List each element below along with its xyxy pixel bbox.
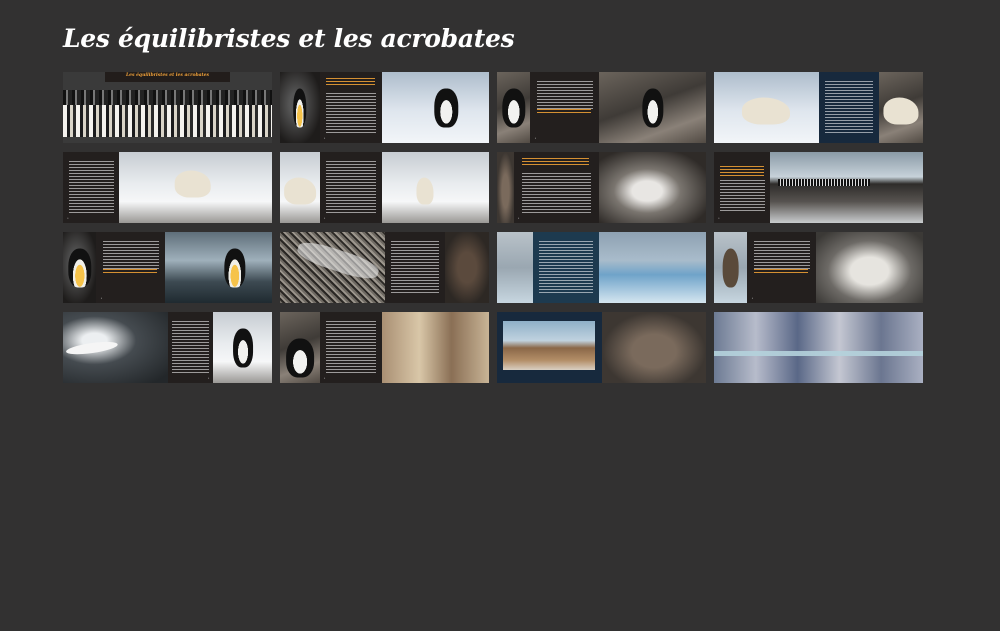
spread-11[interactable] <box>497 232 706 303</box>
heading-lines <box>326 78 375 85</box>
spread-14[interactable] <box>280 312 489 383</box>
penguin-icon <box>435 88 458 127</box>
text-column <box>747 232 816 303</box>
text-column <box>320 152 383 223</box>
text-column <box>530 72 599 143</box>
bird-strip-photo <box>714 232 747 303</box>
colony-aerial-photo <box>280 232 385 303</box>
body-lines <box>522 173 591 213</box>
fur-strip-photo <box>497 152 514 223</box>
heading-lines <box>522 158 589 165</box>
text-column <box>320 72 383 143</box>
polar-bear-strip-photo <box>280 152 320 223</box>
subheading-lines <box>103 269 157 275</box>
puffin-icon <box>286 339 314 378</box>
bear-icon <box>417 178 434 205</box>
penguin-icon <box>642 88 663 127</box>
albatross-photo <box>816 232 923 303</box>
spread-grid <box>63 72 923 383</box>
text-column <box>96 232 165 303</box>
subheading-lines <box>537 109 591 115</box>
spread-9[interactable] <box>63 232 272 303</box>
penguin-portrait-photo <box>280 72 320 143</box>
flying-bird-photo <box>63 312 168 383</box>
walrus-photo <box>503 321 595 371</box>
page-number: • <box>517 216 520 220</box>
bear-icon <box>884 98 919 125</box>
penguin-flapping-photo <box>213 312 272 383</box>
spread-1[interactable] <box>63 72 272 143</box>
text-column <box>63 152 119 223</box>
penguins-on-rocks-photo <box>599 72 706 143</box>
spread-12[interactable] <box>714 232 923 303</box>
body-lines <box>720 180 765 213</box>
spread-3[interactable] <box>497 72 706 143</box>
spread-title: Les équilibristes et les acrobates <box>125 73 210 78</box>
walrus-frame <box>497 312 602 383</box>
page-number: • <box>67 216 69 220</box>
spread-16[interactable] <box>714 312 923 383</box>
page-number: • <box>534 136 537 140</box>
body-lines <box>539 241 593 294</box>
text-column <box>320 312 383 383</box>
body-lines <box>69 161 114 214</box>
page-number: • <box>718 216 720 220</box>
page-number: • <box>323 376 326 380</box>
seal-portrait-photo <box>599 152 706 223</box>
body-lines <box>754 241 809 272</box>
penguin-line <box>778 179 870 186</box>
penguin-icon <box>224 248 245 287</box>
body-lines <box>391 241 440 294</box>
body-lines <box>326 321 376 374</box>
polar-bear-closeup-photo <box>879 72 923 143</box>
penguin-colony-photo <box>63 72 272 143</box>
penguin-icon <box>233 328 253 367</box>
sea-strip-photo <box>497 232 533 303</box>
body-lines <box>103 241 158 272</box>
polar-bear-photo <box>714 72 819 143</box>
puffins-photo <box>280 312 320 383</box>
iceberg-birds-photo <box>599 232 706 303</box>
spread-8[interactable] <box>714 152 923 223</box>
text-column <box>533 232 600 303</box>
bear-icon <box>174 170 211 197</box>
body-lines <box>326 93 376 133</box>
penguin-strip-photo <box>63 232 96 303</box>
spread-10[interactable] <box>280 232 489 303</box>
polar-bear-snow-photo <box>119 152 272 223</box>
subheading-lines <box>754 269 808 275</box>
spread-15[interactable] <box>497 312 706 383</box>
spread-2[interactable] <box>280 72 489 143</box>
penguin-strip-photo <box>497 72 530 143</box>
penguin-on-rock-photo <box>382 72 489 143</box>
penguins-water-photo <box>165 232 272 303</box>
spread-13[interactable] <box>63 312 272 383</box>
page-title: Les équilibristes et les acrobates <box>63 24 515 53</box>
penguin-icon <box>293 88 306 127</box>
bear-icon <box>742 98 790 125</box>
seabird-flock-photo <box>714 312 923 383</box>
penguins-beach-photo <box>770 152 923 223</box>
body-lines <box>825 81 874 134</box>
cliff-photo <box>382 312 489 383</box>
bird-icon <box>722 248 739 287</box>
page-number: • <box>207 376 210 380</box>
chick-closeup-photo <box>445 232 489 303</box>
spread-6[interactable] <box>280 152 489 223</box>
page-number: • <box>323 136 326 140</box>
bear-icon <box>284 178 316 205</box>
text-column <box>819 72 880 143</box>
page-number: • <box>100 296 103 300</box>
spread-4[interactable] <box>714 72 923 143</box>
text-column <box>385 232 446 303</box>
river-shape <box>294 237 380 283</box>
polar-bear-field-photo <box>382 152 489 223</box>
text-column <box>514 152 600 223</box>
heading-lines <box>720 166 764 176</box>
body-lines <box>326 161 376 214</box>
bird-icon <box>66 339 119 356</box>
title-band <box>105 72 230 82</box>
body-lines <box>172 321 209 374</box>
spread-5[interactable] <box>63 152 272 223</box>
page-number: • <box>751 296 754 300</box>
page-number: • <box>323 216 326 220</box>
penguin-icon <box>502 88 525 127</box>
text-column <box>168 312 214 383</box>
body-lines <box>537 81 592 112</box>
penguin-icon <box>68 248 91 287</box>
seals-group-photo <box>602 312 707 383</box>
text-column <box>714 152 770 223</box>
spread-7[interactable] <box>497 152 706 223</box>
